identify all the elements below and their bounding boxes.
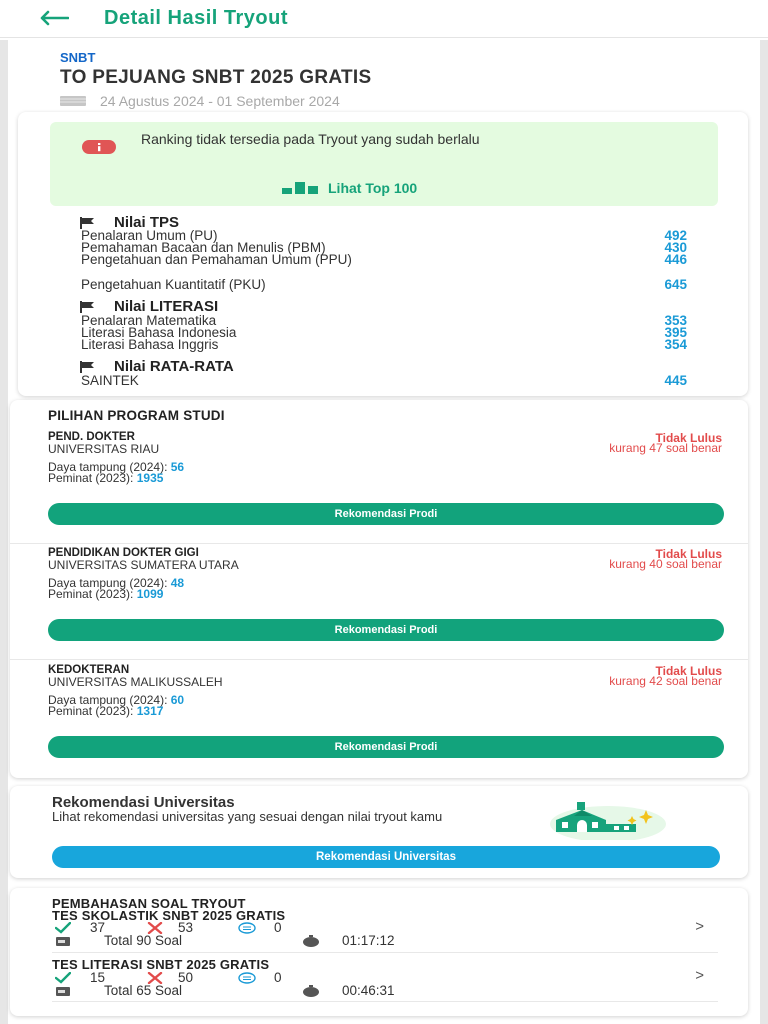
calendar-icon xyxy=(60,95,88,107)
back-button[interactable] xyxy=(36,4,72,32)
test-name: TES SKOLASTIK SNBT 2025 GRATIS xyxy=(52,908,286,923)
program-card xyxy=(10,400,748,778)
program-university: UNIVERSITAS MALIKUSSALEH xyxy=(48,675,223,689)
recommend-prodi-button[interactable]: Rekomendasi Prodi xyxy=(48,736,724,758)
empty-count: 0 xyxy=(274,920,282,935)
app-bar xyxy=(0,0,768,38)
test-meta xyxy=(54,983,395,998)
chevron-right-icon: > xyxy=(695,967,704,984)
timer-icon xyxy=(302,934,320,948)
divider xyxy=(10,659,748,660)
divider xyxy=(10,543,748,544)
event-tag: SNBT xyxy=(60,50,96,65)
score-label: Literasi Bahasa Inggris xyxy=(81,337,219,352)
program-capacity: Daya tampung (2024): 56 xyxy=(48,460,185,474)
wrong-count: 50 xyxy=(178,970,194,985)
score-label: SAINTEK xyxy=(81,373,139,388)
chevron-right-icon: > xyxy=(695,918,704,935)
program-university: UNIVERSITAS SUMATERA UTARA xyxy=(48,558,239,572)
score-value: 445 xyxy=(664,373,687,388)
score-value: 645 xyxy=(664,277,687,292)
program-section-title: PILIHAN PROGRAM STUDI xyxy=(48,408,225,423)
info-icon xyxy=(82,140,116,154)
recommendation-description: Lihat rekomendasi universitas yang sesuai dengan nilai tryout kamu xyxy=(52,809,443,824)
program-applicants: Peminat (2023): 1935 xyxy=(48,471,164,485)
wrong-count: 53 xyxy=(178,920,194,935)
event-date: 24 Agustus 2024 - 01 September 2024 xyxy=(100,93,340,109)
divider xyxy=(52,952,718,953)
test-name: TES LITERASI SNBT 2025 GRATIS xyxy=(52,957,270,972)
score-label: Pemahaman Bacaan dan Menulis (PBM) xyxy=(81,240,326,255)
status-badge: Tidak Lulus xyxy=(655,664,722,678)
university-building-icon xyxy=(548,796,678,840)
discussion-card xyxy=(10,888,748,1016)
flag-icon xyxy=(80,217,102,229)
divider xyxy=(52,1001,718,1002)
recommendation-card xyxy=(10,786,748,878)
timer-icon xyxy=(302,984,320,998)
program-name: PEND. DOKTER xyxy=(48,431,135,443)
status-badge: Tidak Lulus xyxy=(655,431,722,445)
arrow-left-icon xyxy=(39,10,69,26)
program-gap: kurang 40 soal benar xyxy=(609,557,722,571)
section-title-literasi: Nilai LITERASI xyxy=(80,298,218,315)
program-capacity: Daya tampung (2024): 48 xyxy=(48,576,185,590)
page-edge-right xyxy=(760,40,768,1024)
test-meta xyxy=(54,933,395,948)
program-gap: kurang 47 soal benar xyxy=(609,441,722,455)
test-duration: 01:17:12 xyxy=(342,933,395,948)
alert-message: Ranking tidak tersedia pada Tryout yang sudah berlalu xyxy=(141,131,480,147)
section-title-rata-rata: Nilai RATA-RATA xyxy=(80,358,234,375)
score-value: 446 xyxy=(664,252,687,267)
status-badge: Tidak Lulus xyxy=(655,547,722,561)
program-capacity: Daya tampung (2024): 60 xyxy=(48,693,185,707)
program-name: KEDOKTERAN xyxy=(48,664,130,676)
program-university: UNIVERSITAS RIAU xyxy=(48,442,160,456)
score-row-pku xyxy=(81,278,687,291)
event-date-row xyxy=(60,93,371,109)
total-questions: Total 90 Soal xyxy=(104,933,183,948)
score-label: Penalaran Umum (PU) xyxy=(81,228,218,243)
score-card xyxy=(18,112,748,396)
score-value: 430 xyxy=(664,240,687,255)
program-name: PENDIDIKAN DOKTER GIGI xyxy=(48,547,199,559)
event-title: TO PEJUANG SNBT 2025 GRATIS xyxy=(60,67,372,88)
score-row-saintek xyxy=(81,374,687,387)
document-icon xyxy=(54,984,72,998)
ranking-alert xyxy=(50,122,718,206)
program-applicants: Peminat (2023): 1317 xyxy=(48,704,164,718)
score-label: Literasi Bahasa Indonesia xyxy=(81,325,237,340)
recommendation-title: Rekomendasi Universitas xyxy=(52,794,235,811)
empty-count: 0 xyxy=(274,970,282,985)
score-value: 353 xyxy=(664,313,687,328)
podium-icon xyxy=(282,182,320,194)
correct-count: 15 xyxy=(90,970,106,985)
program-applicants: Peminat (2023): 1099 xyxy=(48,587,164,601)
test-duration: 00:46:31 xyxy=(342,983,395,998)
event-header xyxy=(60,50,371,109)
score-label: Penalaran Matematika xyxy=(81,313,217,328)
score-label: Pengetahuan Kuantitatif (PKU) xyxy=(81,277,266,292)
correct-count: 37 xyxy=(90,920,106,935)
page-edge-left xyxy=(0,40,8,1024)
section-title-tps: Nilai TPS xyxy=(80,214,179,231)
recommend-university-button[interactable]: Rekomendasi Universitas xyxy=(52,846,720,868)
total-questions: Total 65 Soal xyxy=(104,983,183,998)
score-row-lbing xyxy=(81,338,687,351)
page-title: Detail Hasil Tryout xyxy=(104,7,288,29)
flag-icon xyxy=(80,361,102,373)
score-label: Pengetahuan dan Pemahaman Umum (PPU) xyxy=(81,252,352,267)
recommend-prodi-button[interactable]: Rekomendasi Prodi xyxy=(48,619,724,641)
score-row-ppu xyxy=(81,253,687,266)
flag-icon xyxy=(80,301,102,313)
program-gap: kurang 42 soal benar xyxy=(609,674,722,688)
top100-label: Lihat Top 100 xyxy=(328,180,418,196)
discussion-title: PEMBAHASAN SOAL TRYOUT xyxy=(52,896,246,911)
score-value: 395 xyxy=(664,325,687,340)
document-icon xyxy=(54,934,72,948)
score-value: 492 xyxy=(664,228,687,243)
top100-link[interactable] xyxy=(282,180,417,196)
score-value: 354 xyxy=(664,337,687,352)
recommend-prodi-button[interactable]: Rekomendasi Prodi xyxy=(48,503,724,525)
